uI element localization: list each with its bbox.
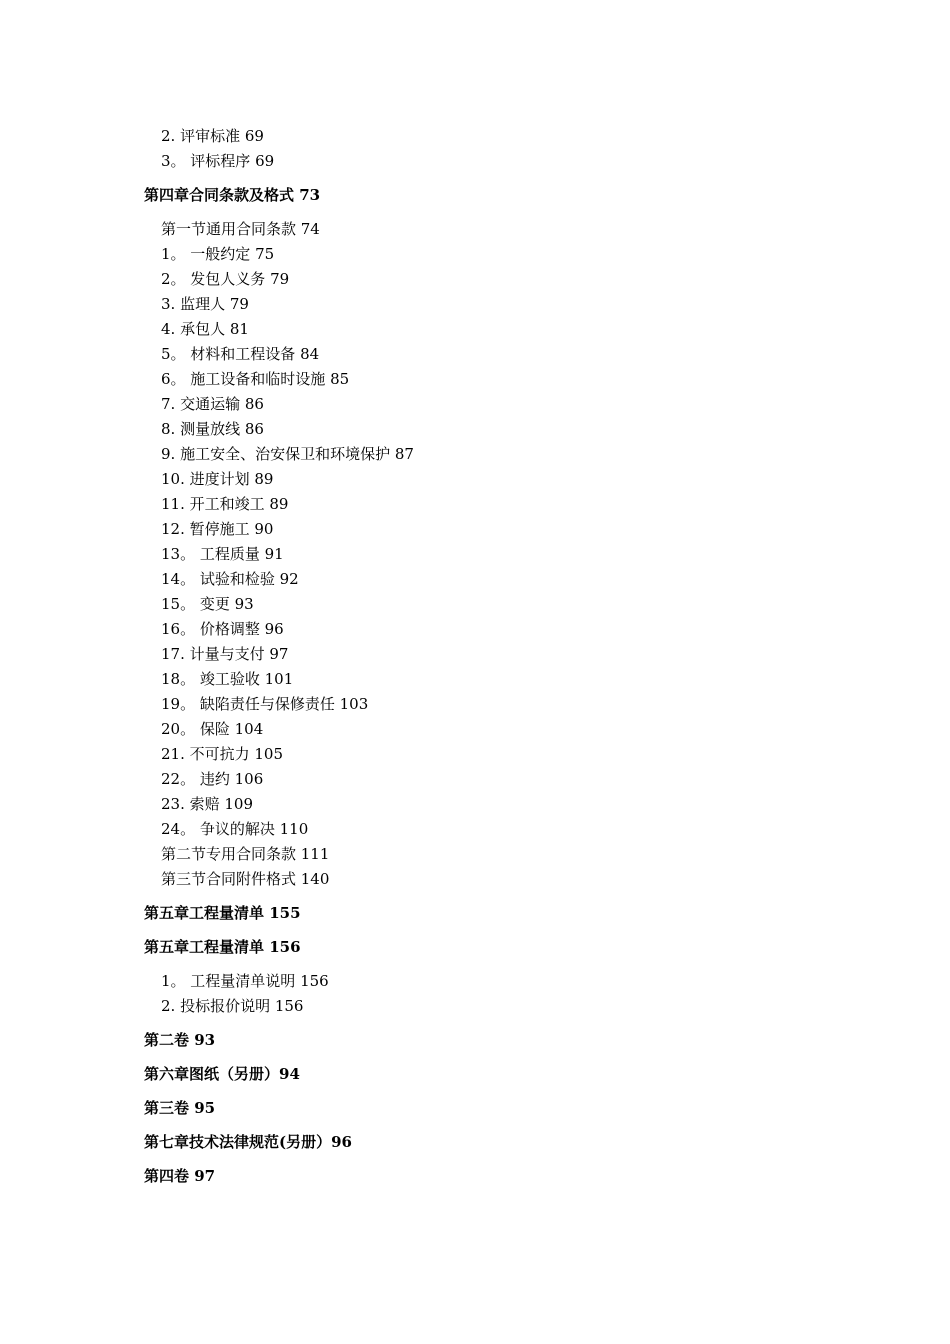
toc-clause-entry: 20。 保险 104 (161, 720, 264, 738)
toc-clause-entry: 13。 工程质量 91 (161, 545, 284, 563)
toc-clause-entry: 2。 发包人义务 79 (161, 270, 290, 288)
toc-chapter-heading: 第七章技术法律规范(另册）96 (144, 1133, 352, 1151)
toc-clause-entry: 8. 测量放线 86 (161, 420, 264, 438)
toc-chapter-heading: 第五章工程量清单 156 (144, 938, 301, 956)
toc-clause-entry: 7. 交通运输 86 (161, 395, 264, 413)
toc-clause-entry: 9. 施工安全、治安保卫和环境保护 87 (161, 445, 414, 463)
toc-clause-entry: 18。 竣工验收 101 (161, 670, 294, 688)
toc-clause-entry: 19。 缺陷责任与保修责任 103 (161, 695, 369, 713)
toc-section-entry: 第二节专用合同条款 111 (161, 845, 330, 863)
toc-clause-entry: 2. 投标报价说明 156 (161, 997, 304, 1015)
toc-chapter-heading: 第四章合同条款及格式 73 (144, 186, 321, 204)
toc-clause-entry: 12. 暂停施工 90 (161, 520, 274, 538)
toc-clause-entry: 11. 开工和竣工 89 (161, 495, 289, 513)
toc-clause-entry: 24。 争议的解决 110 (161, 820, 309, 838)
toc-clause-entry: 2. 评审标准 69 (161, 127, 264, 145)
toc-clause-entry: 4. 承包人 81 (161, 320, 249, 338)
toc-clause-entry: 16。 价格调整 96 (161, 620, 284, 638)
toc-section-entry: 第三节合同附件格式 140 (161, 870, 330, 888)
toc-clause-entry: 3. 监理人 79 (161, 295, 249, 313)
toc-clause-entry: 10. 进度计划 89 (161, 470, 274, 488)
toc-clause-entry: 1。 一般约定 75 (161, 245, 275, 263)
toc-clause-entry: 15。 变更 93 (161, 595, 254, 613)
toc-chapter-heading: 第二卷 93 (144, 1031, 216, 1049)
toc-clause-entry: 21. 不可抗力 105 (161, 745, 284, 763)
table-of-contents (144, 124, 844, 1198)
toc-chapter-heading: 第六章图纸（另册）94 (144, 1065, 300, 1083)
toc-chapter-heading: 第三卷 95 (144, 1099, 216, 1117)
toc-clause-entry: 1。 工程量清单说明 156 (161, 972, 329, 990)
toc-section-entry: 第一节通用合同条款 74 (161, 220, 320, 238)
toc-clause-entry: 5。 材料和工程设备 84 (161, 345, 320, 363)
toc-clause-entry: 3。 评标程序 69 (161, 152, 275, 170)
toc-clause-entry: 14。 试验和检验 92 (161, 570, 299, 588)
toc-clause-entry: 6。 施工设备和临时设施 85 (161, 370, 350, 388)
toc-clause-entry: 17. 计量与支付 97 (161, 645, 289, 663)
toc-clause-entry: 22。 违约 106 (161, 770, 264, 788)
toc-chapter-heading: 第四卷 97 (144, 1167, 216, 1185)
toc-clause-entry: 23. 索赔 109 (161, 795, 254, 813)
toc-chapter-heading: 第五章工程量清单 155 (144, 904, 301, 922)
